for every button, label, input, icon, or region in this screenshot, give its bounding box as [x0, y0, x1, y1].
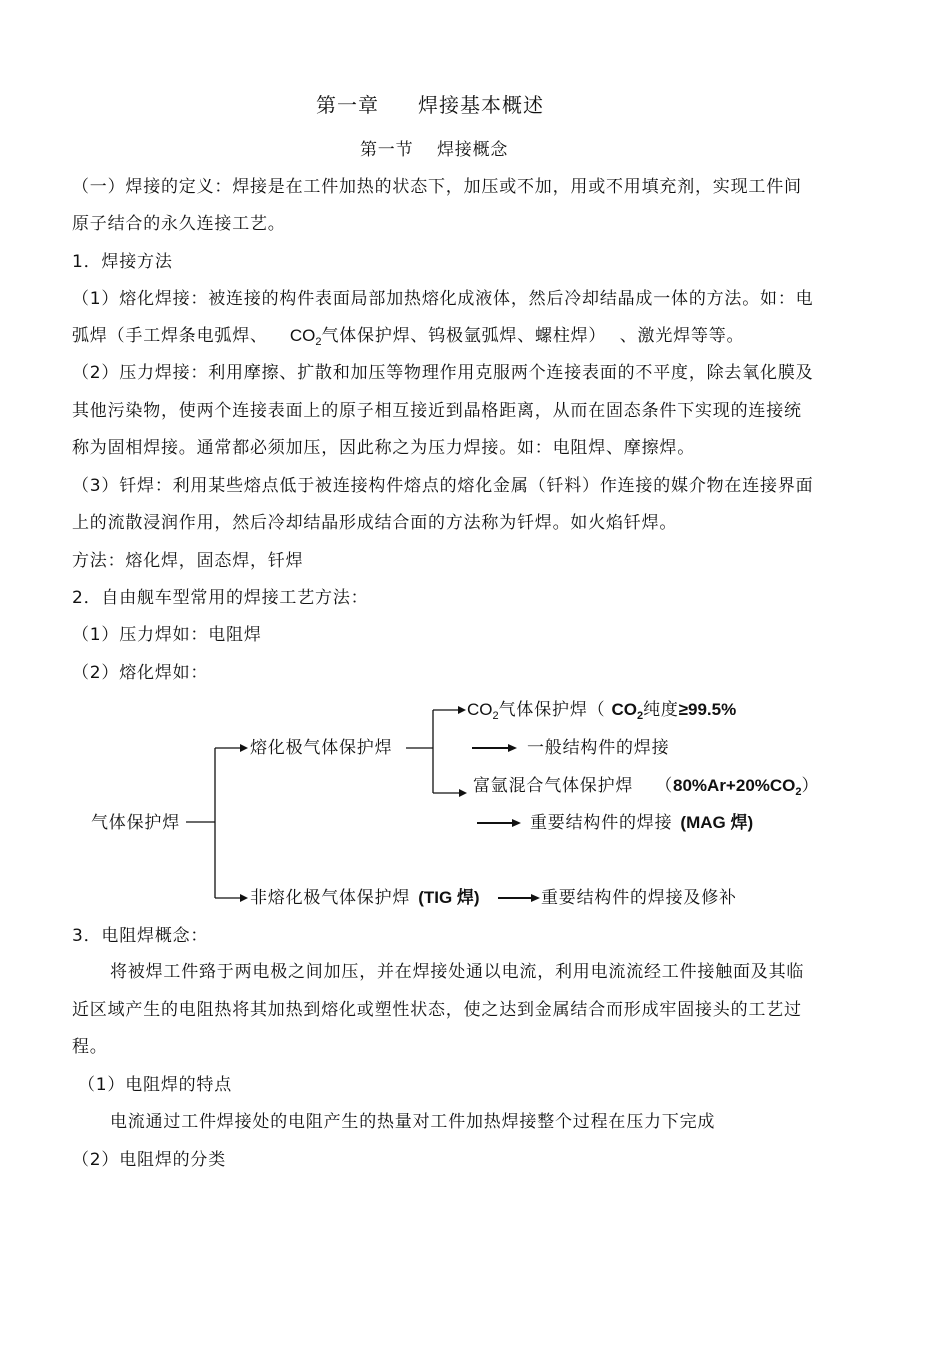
chapter-title: 焊接基本概述 [418, 93, 544, 117]
resistance-features-text: 电流通过工件焊接处的电阻产生的热量对工件加热焊接整个过程在压力下完成 [110, 1112, 716, 1132]
purity-label: 纯度 [643, 700, 679, 720]
arrow-to-co2-head [458, 706, 466, 714]
co2-use-label: 一般结构件的焊接 [527, 738, 670, 758]
purity-formula: CO [611, 700, 637, 719]
fusion-line-2-middle: 气体保护焊、钨极氩弧焊、螺柱焊） [321, 326, 598, 346]
brazing-line-1: （3）钎焊：利用某些熔点低于被连接构件熔点的熔化金属（钎料）作连接的媒介物在连接界面 [72, 476, 814, 496]
purity-value: ≥99.5% [678, 700, 737, 719]
co2-formula: CO [467, 700, 493, 719]
tig-tag: (TIG 焊) [418, 888, 480, 907]
resistance-classification-heading: （2）电阻焊的分类 [72, 1150, 227, 1170]
arrow-mixed-use-head [512, 819, 521, 827]
co2-formula: CO [289, 326, 316, 345]
fusion-line-2-start: 弧焊（手工焊条电弧焊、 [72, 326, 268, 346]
co2-welding-name: 气体保护焊（ [498, 700, 606, 720]
mixed-use-text: 重要结构件的焊接 [530, 813, 673, 833]
common-fusion: （2）熔化焊如： [72, 663, 209, 683]
mixed-gas-name: 富氩混合气体保护焊 [473, 776, 634, 796]
common-pressure: （1）压力焊如：电阻焊 [72, 625, 262, 645]
mixed-gas-close-paren: ） [801, 776, 820, 796]
section-number: 第一节 [360, 140, 414, 160]
arrow-non-consumable-use-head [531, 894, 540, 902]
section-title: 焊接概念 [437, 140, 509, 160]
mixed-gas-open-paren: （ [655, 776, 674, 796]
co2-subscript: 2 [492, 710, 499, 722]
pressure-line-3: 称为固相焊接。通常都必须加压，因此称之为压力焊接。如：电阻焊、摩擦焊。 [72, 438, 695, 458]
pressure-line-1: （2）压力焊接：利用摩擦、扩散和加压等物理作用克服两个连接表面的不平度，除去氧化膜及 [72, 363, 814, 383]
arrow-co2-use-head [508, 744, 517, 752]
mixed-use-label [530, 812, 753, 834]
methods-summary: 方法：熔化焊，固态焊，钎焊 [72, 551, 304, 571]
arrow-to-non-consumable-head [240, 894, 248, 902]
non-consumable-name: 非熔化极气体保护焊 [250, 888, 411, 908]
non-consumable-electrode-label [250, 887, 480, 909]
chapter-number: 第一章 [316, 93, 379, 117]
consumable-electrode-label: 熔化极气体保护焊 [250, 738, 393, 758]
common-heading: 2．自由舰车型常用的焊接工艺方法： [72, 588, 369, 608]
fusion-line-1: （1）熔化焊接：被连接的构件表面局部加热熔化成液体，然后冷却结晶成一体的方法。如：电 [72, 289, 814, 309]
arrow-to-consumable-head [240, 744, 248, 752]
mixed-gas-ratio: 80%Ar+20%CO [673, 776, 796, 795]
definition-line-1: （一）焊接的定义：焊接是在工件加热的状态下，加压或不加，用或不用填充剂，实现工件间 [72, 177, 802, 197]
co2-welding-label [467, 699, 736, 723]
resistance-definition-line-2: 近区域产生的电阻热将其加热到熔化或塑性状态，使之达到金属结合而形成牢固接头的工艺过 [72, 1000, 802, 1020]
purity-subscript: 2 [636, 710, 644, 722]
diagram-root-label: 气体保护焊 [91, 813, 180, 833]
brazing-line-2: 上的流散浸润作用，然后冷却结晶形成结合面的方法称为钎焊。如火焰钎焊。 [72, 513, 678, 533]
resistance-definition-line-1: 将被焊工件臵于两电极之间加压，并在焊接处通以电流，利用电流流经工件接触面及其临 [110, 962, 805, 982]
resistance-definition-line-3: 程。 [72, 1037, 108, 1057]
non-consumable-use-label: 重要结构件的焊接及修补 [541, 888, 737, 908]
definition-line-2: 原子结合的永久连接工艺。 [72, 214, 286, 234]
co2-subscript: 2 [315, 336, 322, 348]
methods-heading: 1．焊接方法 [72, 252, 173, 272]
resistance-heading: 3．电阻焊概念： [72, 926, 209, 946]
fusion-line-2-end: 、激光焊等等。 [619, 326, 745, 346]
resistance-features-heading: （1）电阻焊的特点 [78, 1075, 233, 1095]
mag-tag: (MAG 焊) [680, 813, 754, 832]
pressure-line-2: 其他污染物，使两个连接表面上的原子相互接近到晶格距离，从而在固态条件下实现的连接统 [72, 401, 802, 421]
mixed-gas-subscript: 2 [795, 786, 802, 798]
mixed-gas-welding-label [473, 775, 819, 799]
arrow-to-mixed-head [459, 789, 467, 797]
